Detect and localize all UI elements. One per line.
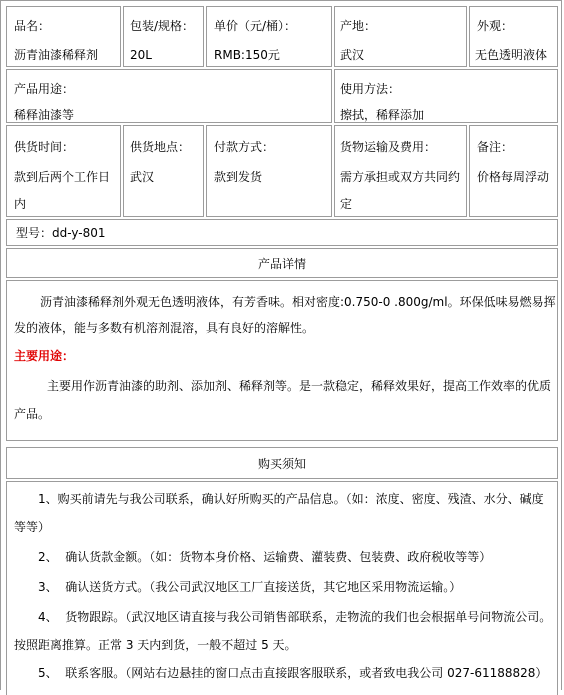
- payment-label: 付款方式：: [214, 140, 275, 154]
- shipping-value-cont: 定: [340, 197, 353, 211]
- cell-payment: [206, 125, 332, 217]
- cell-delivery-time: [6, 125, 121, 217]
- notice-body: [6, 481, 558, 695]
- details-paragraph-2-line-1: 主要用作沥青油漆的助剂、添加剂、稀释剂等。是一款稳定，稀释效果好，提高工作效率的优质: [47, 379, 552, 393]
- details-body: [6, 280, 558, 441]
- delivery-time-label: 供货时间：: [14, 140, 75, 154]
- payment-value: 款到发货: [214, 170, 263, 184]
- details-header: [6, 248, 558, 278]
- cell-origin: [334, 6, 467, 67]
- cell-model: [6, 219, 558, 246]
- origin-value: 武汉: [340, 48, 365, 62]
- method-value: 擦拭，稀释添加: [340, 108, 425, 122]
- origin-label: 产地：: [340, 19, 377, 33]
- notice-item-1-line-1: 1、购买前请先与我公司联系，确认好所购买的产品信息。（如：浓度、密度、残渣、水分、碱度: [38, 492, 544, 506]
- notice-item-4-line-2: 按照距离推算。正常 3 天内到货，一般不超过 5 天。: [14, 638, 297, 652]
- method-label: 使用方法：: [340, 82, 401, 96]
- main-use-label: 主要用途：: [14, 349, 75, 363]
- notice-item-3: 3、 确认送货方式。（我公司武汉地区工厂直接送货，其它地区采用物流运输。）: [38, 580, 462, 594]
- details-title: 产品详情: [257, 257, 306, 271]
- cell-product-name: [6, 6, 121, 67]
- delivery-place-value: 武汉: [130, 170, 155, 184]
- details-paragraph-1-line-2: 发的液体，能与多数有机溶剂混溶，具有良好的溶解性。: [14, 321, 315, 335]
- remark-label: 备注：: [477, 140, 514, 154]
- details-paragraph-2-line-2: 产品。: [14, 407, 51, 421]
- details-paragraph-1-line-1: 沥青油漆稀释剂外观无色透明液体，有芳香味。相对密度:0.750-0 .800g/ml。环保低味易燃易挥: [40, 295, 556, 309]
- usage-value: 稀释油漆等: [14, 108, 75, 122]
- shipping-value: 需方承担或双方共同约: [340, 170, 461, 184]
- cell-delivery-place: [123, 125, 204, 217]
- product-name-value: 沥青油漆稀释剂: [14, 48, 99, 62]
- notice-item-4-line-1: 4、 货物跟踪。（武汉地区请直接与我公司销售部联系，走物流的我们也会根据单号问物流公司。: [38, 610, 552, 624]
- notice-title: 购买须知: [257, 457, 306, 471]
- package-label: 包装/规格：: [130, 19, 195, 33]
- cell-price: [206, 6, 332, 67]
- notice-item-2: 2、 确认货款金额。（如：货物本身价格、运输费、灌装费、包装费、政府税收等等）: [38, 550, 492, 564]
- price-label: 单价（元/桶）：: [214, 19, 297, 33]
- model-number: 型号：dd-y-801: [16, 226, 106, 240]
- usage-label: 产品用途：: [14, 82, 75, 96]
- delivery-place-label: 供货地点：: [130, 140, 191, 154]
- notice-item-5: 5、 联系客服。（网站右边悬挂的窗口点击直接跟客服联系，或者致电我公司 027-61188828）: [38, 666, 548, 680]
- cell-remark: [469, 125, 558, 217]
- cell-shipping: [334, 125, 467, 217]
- notice-header: [6, 447, 558, 479]
- shipping-label: 货物运输及费用：: [340, 140, 437, 154]
- price-value: RMB:150元: [214, 48, 280, 62]
- cell-usage: [6, 69, 332, 123]
- appearance-value: 无色透明液体: [475, 48, 548, 62]
- cell-method: [334, 69, 558, 123]
- cell-appearance: [469, 6, 558, 67]
- appearance-label: 外观：: [477, 19, 514, 33]
- remark-value: 价格每周浮动: [477, 170, 550, 184]
- cell-package: [123, 6, 204, 67]
- delivery-time-value: 款到后两个工作日: [14, 170, 111, 184]
- package-value: 20L: [130, 48, 152, 62]
- delivery-time-value-cont: 内: [14, 197, 27, 211]
- product-name-label: 品名：: [14, 19, 51, 33]
- notice-item-1-line-2: 等等）: [14, 520, 51, 534]
